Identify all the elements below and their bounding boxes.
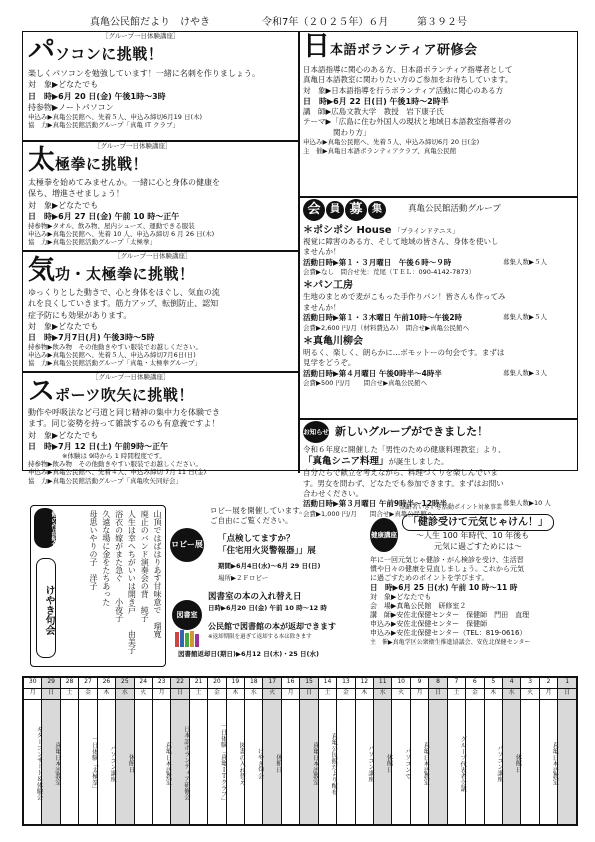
calendar-day-number: 11: [374, 678, 392, 689]
health-tel: 申込み▶安佐北保健センター（TEL：819-0616）: [370, 629, 527, 638]
calendar-event: 真亀日本語教室: [300, 700, 318, 825]
volunteer-section: [303, 33, 573, 155]
health-desc: に過ごすためのポイントを学びます。: [370, 574, 489, 583]
calendar-day-number: 2: [539, 678, 557, 689]
calendar-weekday: 金: [337, 689, 355, 700]
calendar-weekday: 日: [42, 689, 60, 700]
calendar-event: 真亀公民館だより配布: [318, 700, 336, 825]
health-tag: 高齢者いきいき活動ポイント対象事業: [400, 504, 503, 511]
section-tag: ［グループ一日体験講座］: [94, 142, 172, 150]
datetime: 日 時▶7月7日(月) 午後3時〜5時: [28, 332, 155, 342]
group-desc: 見学をどうぞ。: [303, 358, 356, 368]
section-title: ポーツ吹矢に挑戦！: [55, 385, 194, 404]
calendar-day-number: 20: [208, 678, 226, 689]
calendar-weekdays: [24, 689, 577, 700]
section-tag: ［グループ一日体験講座］: [102, 32, 180, 40]
calendar-event: 真亀日本語教室: [152, 700, 170, 825]
haiku-verse: 母思いやりの子 洋子: [89, 510, 99, 590]
section-desc: 症予防にも効果があります。: [28, 310, 132, 320]
calendar-weekday: 水: [245, 689, 263, 700]
books-icon: [174, 628, 204, 648]
calendar-day-number: 12: [355, 678, 373, 689]
theme: テーマ▶「広島に住む外国人の現状と地域日本語教室指導者の: [303, 117, 512, 127]
divider: [299, 418, 578, 420]
group-name: ＊ポシポシ House: [303, 225, 392, 236]
library-period: 図書館返却日(期日)▶6月12 日(木)・25 日(水): [178, 650, 319, 658]
calendar-event: けやき句会: [245, 700, 263, 825]
datetime: 日 時▶6月 27 日(金) 午前 10 時〜正午: [28, 211, 180, 221]
calendar-weekday: 金: [466, 689, 484, 700]
title-initial: 気: [28, 255, 55, 287]
library-notice: 公民館で図書館の本が返却できます: [208, 622, 336, 631]
calendar-weekday: 火: [134, 689, 152, 700]
title-initial: ス: [28, 376, 55, 408]
robby-section: [170, 506, 366, 592]
taikyoku-section: [28, 142, 294, 247]
title-initial: 日: [303, 31, 330, 62]
calendar-weekday: 月: [152, 689, 170, 700]
health-desc: 慣や日々の健康を見直しましょう。これから元気: [370, 565, 524, 574]
group-name: ＊真亀川柳会: [303, 335, 363, 347]
group-date: 活動日時▶第４月曜日 午後0時半〜4時半: [303, 368, 442, 378]
calendar-day-number: 7: [447, 678, 465, 689]
datetime: 日 時▶7月 12 日(土) 午前9時〜正午: [28, 441, 169, 451]
robby-intro: ご自由にご覧ください。: [210, 516, 293, 525]
note: ※体験は 9時から 1 時間程度です。: [62, 451, 166, 460]
section-title: 本語ボランティア研修会: [330, 43, 478, 59]
organizer: 主 催▶真亀日本語ボランティアクラブ、真亀公民館: [303, 146, 457, 155]
calendar-event: ギターコンサート＆体験会: [24, 700, 42, 825]
theme: 関わり方」: [303, 127, 371, 137]
calendar-weekday: 火: [392, 689, 410, 700]
calendar-day-number: 1: [558, 678, 577, 689]
bring: 持参物▶タオル、飲み物、屋内シューズ、運動できる服装: [28, 221, 195, 230]
calendar-weekday: 火: [521, 689, 539, 700]
section-title: ソコンに挑戦！: [55, 44, 164, 63]
robby-badge: ロビー展: [170, 528, 204, 562]
section-desc: ます。同じ姿勢を持って雑談するのも有意義ですよ！: [28, 419, 220, 429]
newsletter-title: 真亀公民館だより けやき: [90, 17, 210, 28]
coop: 協 力▶真亀公民館活動グループ「真亀吹矢同好会」: [28, 476, 182, 485]
calendar-event: パソコン講座: [97, 700, 115, 825]
health-place: 会 場▶真亀公民館 研修室２: [370, 602, 467, 611]
health-apply: 申込み▶安佐北保健センター 保健師: [370, 620, 488, 629]
section-desc: 楽しくパソコンを勉強しています！一緒に名刺を作りましょう。: [28, 69, 260, 79]
group-name: ＊パン工房: [303, 280, 353, 292]
newgroup-count: 募集人数▶10 人: [503, 499, 551, 508]
kikou-section: [28, 252, 294, 368]
newgroup-desc: す。男女を問わず、どなたでも参加できます。まずはお問い: [303, 478, 504, 488]
section-desc: 太極拳を始めてみませんか。一緒に心と身体の健康を: [28, 178, 220, 188]
newgroup-desc: 自分たちで献立を考えながら、料理づくりを楽しんでいま: [303, 468, 498, 478]
calendar-day-number: 26: [97, 678, 115, 689]
calendar-weekday: 水: [116, 689, 134, 700]
section-desc: 動作や呼吸法など弓道と同じ精神の集中力を体験でき: [28, 408, 220, 418]
health-datetime: 日 時▶6月 25 日(水) 午前 10 時〜11 時: [370, 583, 518, 593]
apply: 申込み▶真亀公民館へ、先着４人、申込み締切 7月 11 日(金): [28, 468, 207, 477]
newgroup-fee: 会費▶1,000 円/月 問合せ▶真亀公民館へ: [303, 509, 434, 518]
library-section: [170, 592, 366, 672]
bring: 持参物▶飲み物 その他動きやすい服装でお越しください。: [28, 460, 202, 468]
calendar-day-number: 24: [134, 678, 152, 689]
haiku-verse: 廃止のバンド演奏会の背 純子: [140, 510, 150, 622]
calendar-weekday: 木: [97, 689, 115, 700]
section-desc: 真亀日本語教室に関わりたい方のご参加をお待ちしています。: [303, 75, 513, 85]
calendar-event: 日本語ボランティア研修会: [171, 700, 189, 825]
calendar-event: [281, 700, 299, 825]
calendar-day-number: 13: [337, 678, 355, 689]
calendar-day-number: 21: [189, 678, 207, 689]
health-target: 対 象▶どなたでも: [370, 593, 432, 602]
coop: 協 力▶真亀公民館活動グループ「太極拳」: [28, 238, 156, 247]
calendar-event: [134, 700, 152, 825]
calendar-weekday: 木: [355, 689, 373, 700]
health-subtitle: 〜人生 100 年時代、10 年後も: [416, 531, 530, 540]
calendar-event: 真亀日本語教室: [42, 700, 60, 825]
calendar-weekday: 月: [410, 689, 428, 700]
calendar-weekday: 金: [79, 689, 97, 700]
section-desc: 保ち、増進させましょう！: [28, 189, 124, 199]
calendar-weekday: 金: [208, 689, 226, 700]
title-initial: 太: [28, 145, 55, 177]
haiku-verse: 山頂ではばはりあす甘味意で 瑠寛: [153, 510, 162, 638]
calendar-day-number: 27: [79, 678, 97, 689]
library-badge: 図書室: [172, 600, 202, 630]
apply: 申込み▶真亀公民館へ、先着５人、申込み締切6月 20 日(金): [303, 138, 480, 147]
calendar-day-number: 9: [410, 678, 428, 689]
calendar-event: [521, 700, 539, 825]
calendar-day-number: 23: [152, 678, 170, 689]
calendar-day-number: 29: [42, 678, 60, 689]
calendar-day-number: 8: [429, 678, 447, 689]
robby-period: 期間▶6月4日(水)〜6月 29 日(日): [218, 562, 321, 570]
calendar-table: [23, 677, 577, 825]
group-desc: ませんか！: [303, 247, 341, 257]
calendar-day-number: 19: [226, 678, 244, 689]
health-lecturer: 講 師▶安佐北保健センター 保健師 門田 直理: [370, 611, 530, 620]
health-badge: 健康講座: [370, 518, 398, 552]
section-title: 功・太極拳に挑戦！: [55, 264, 195, 283]
group-desc: 視覚に障害のある方、そして地域の皆さん、身体を使いし: [303, 237, 499, 246]
health-organizer: 主 催▶真亀学区公衆衛生推進協議会、安佐北保健センター: [370, 638, 531, 646]
calendar-event: パソコン講座: [484, 700, 502, 825]
notice-badge: お知らせ: [303, 421, 329, 443]
health-desc: 年に一回元気じゃ健診・がん検診を受け、生活習: [370, 556, 524, 564]
calendar-day-number: 15: [300, 678, 318, 689]
calendar-day-number: 3: [521, 678, 539, 689]
calendar-event: 一日体験「真亀ＩＴクラブ」: [208, 700, 226, 825]
health-body: [370, 556, 576, 646]
calendar-events: [24, 700, 577, 825]
calendar-weekday: 土: [60, 689, 78, 700]
group-fee: 会費▶500 円/月 問合せ▶真亀公民館へ: [303, 378, 428, 387]
calendar-day-number: 30: [24, 678, 42, 689]
target: 対 象▶どなたでも: [28, 321, 99, 331]
calendar-weekday: 土: [189, 689, 207, 700]
calendar-day-numbers: [24, 678, 577, 689]
calendar-weekday: 月: [281, 689, 299, 700]
robby-title: 「住宅用火災警報器」」展: [218, 546, 316, 556]
group-fee: 会費▶なし 問合せ先：荒尾（ＴＥＬ：090-4142-7873）: [303, 268, 476, 277]
section-title: 極拳に挑戦！: [55, 154, 149, 173]
section-desc: ゆっくりとした動きで、心と身体をほぐし、気血の流: [28, 288, 220, 298]
target: 対 象▶どなたでも: [28, 430, 99, 440]
library-datetime: 日時▶6月20 日(金) 午前 10 時〜12 時: [208, 604, 327, 612]
robby-title: 「点検してますか？: [218, 534, 295, 544]
calendar-weekday: 火: [263, 689, 281, 700]
calendar-weekday: 月: [24, 689, 42, 700]
newgroup-desc: 合わせください。: [303, 489, 363, 499]
haiku-verse: 浴衣の嫁がまた急ぐ 小夜子: [114, 510, 124, 622]
robby-intro: ロビー展を開催しています。: [210, 506, 307, 515]
calendar-event: 図書の入れ替え: [226, 700, 244, 825]
calendar-day-number: 10: [392, 678, 410, 689]
calendar-event: [337, 700, 355, 825]
library-note: ※返却期限を過ぎて返却する本は除きます: [208, 634, 312, 640]
calendar-event: 一日体験「太極拳」: [79, 700, 97, 825]
group-count: 募集人数▶５人: [503, 313, 547, 322]
calendar-event: パソコン講座: [355, 700, 373, 825]
calendar-event: パソコンで: [392, 700, 410, 825]
apply: 申込み▶真亀公民館へ、先着５人、申込み締切7月6日(日): [28, 351, 196, 360]
calendar-day-number: 22: [171, 678, 189, 689]
event-calendar: [22, 676, 578, 826]
section-desc: 日本語指導に関心のある方、日本語ボランティア指導者として: [303, 65, 513, 74]
calendar-weekday: 日: [171, 689, 189, 700]
calendar-event: 休館日: [502, 700, 520, 825]
calendar-event: [466, 700, 484, 825]
calendar-weekday: 木: [484, 689, 502, 700]
lecturer: 講 師▶広島文教大学 教授 岩下康子氏: [303, 107, 444, 117]
calendar-day-number: 5: [484, 678, 502, 689]
calendar-event: グループ代表者会議: [447, 700, 465, 825]
fukiya-section: [28, 373, 294, 485]
calendar-weekday: 木: [226, 689, 244, 700]
calendar-event: [429, 700, 447, 825]
apply: 申込み▶真亀公民館へ、先着５人、申込み締切6月19 日(木): [28, 112, 203, 121]
calendar-weekday: 水: [374, 689, 392, 700]
calendar-weekday: 月: [539, 689, 557, 700]
haiku-verse: 久遠な場に金をたちあった: [101, 510, 111, 606]
haiku-title: けやき句会: [36, 558, 56, 658]
calendar-event: 真亀日本語教室: [410, 700, 428, 825]
datetime: 日 時▶6月 22 日(日) 午後1時〜2時半: [303, 97, 449, 107]
calendar-weekday: 日: [300, 689, 318, 700]
members-title-char: 募: [345, 199, 367, 221]
health-section: [370, 504, 576, 670]
calendar-event: 真亀日本語教室: [539, 700, 557, 825]
group-fee: 会費▶2,600 円/月（材料費込み） 問合せ▶真亀公民館へ: [303, 323, 470, 332]
group-date: 活動日時▶第１・３木曜日 午前10時〜午後2時: [303, 313, 463, 323]
apply: 申込み▶真亀公民館へ、先着 10 人、申込み締切 6 月 26 日(木): [28, 230, 215, 238]
calendar-weekday: 日: [429, 689, 447, 700]
haiku-verses: [61, 510, 163, 662]
members-section: [303, 199, 573, 387]
section-tag: ［グループ一日体験講座］: [114, 252, 192, 260]
calendar-event: 休館日: [116, 700, 134, 825]
calendar-day-number: 28: [60, 678, 78, 689]
issue-date: 令和7年（２０２５年）６月: [262, 17, 389, 28]
calendar-day-number: 6: [466, 678, 484, 689]
section-desc: れを良くしていきます。筋力アップ、転倒防止、認知: [28, 299, 219, 309]
group-desc: ませんか！: [303, 302, 341, 312]
calendar-weekday: 土: [447, 689, 465, 700]
group-subname: 「プラインドテニス」: [394, 227, 459, 235]
calendar-event: [60, 700, 78, 825]
calendar-day-number: 17: [263, 678, 281, 689]
calendar-event: [558, 700, 577, 825]
calendar-event: 休館日: [374, 700, 392, 825]
pc-section: [28, 32, 294, 129]
newgroup-desc: が誕生しました。: [388, 457, 449, 467]
target: 対 象▶どなたでも: [28, 80, 99, 90]
calendar-weekday: 日: [558, 689, 577, 700]
group-count: 募集人数▶３人: [503, 368, 547, 377]
calendar-day-number: 25: [116, 678, 134, 689]
group-desc: 明るく、楽しく、朗らかに…ボモットーの句会です。まずは: [303, 347, 505, 357]
newgroup-title: 新しいグループができました！: [335, 424, 489, 438]
health-subtitle: 元気に過ごすためには〜: [434, 542, 522, 551]
calendar-day-number: 14: [318, 678, 336, 689]
coop: 協 力▶真亀公民館活動グループ「真亀・太極拳グループ」: [28, 359, 201, 368]
haiku-verse: 人生は幸へちがいいは開き戸 由美子: [127, 510, 137, 654]
calendar-day-number: 18: [245, 678, 263, 689]
newgroup-date: 活動日時▶第３月曜日 午前9時半〜12時半: [303, 499, 448, 509]
calendar-event: 休館日: [263, 700, 281, 825]
calendar-day-number: 16: [281, 678, 299, 689]
bring: 持参物▶ノートパソコン: [28, 102, 114, 112]
calendar-weekday: 水: [502, 689, 520, 700]
library-title: 図書室の本の入れ替え日: [208, 592, 302, 602]
section-tag: ［グループ一日体験講座］: [92, 373, 170, 381]
target: 対 象▶日本語指導を行うボランティア活動に関心のある方: [303, 85, 504, 95]
calendar-day-number: 4: [502, 678, 520, 689]
divider: [299, 196, 578, 198]
group-desc: 生地のまとめで麦がこもった手作りパン！皆さんも作ってみ: [303, 292, 506, 302]
robby-place: 場所▶２Ｆロビー: [218, 574, 269, 582]
coop: 協 力▶真亀公民館活動グループ「真亀 IT クラブ」: [28, 121, 179, 129]
haiku-box: [30, 505, 166, 667]
calendar-event: [189, 700, 207, 825]
members-title-char: 会: [303, 199, 325, 221]
column-divider: [298, 31, 300, 473]
members-subtitle: 真亀公民館活動グループ: [408, 204, 501, 215]
group-date: 活動日時▶第１・３月曜日 午後６時〜９時: [303, 257, 452, 267]
newgroup-name: 「真亀シニア料理」: [303, 456, 389, 468]
bring: 持参物▶飲み物 その他動きやすい服装でお越しください。: [28, 342, 202, 351]
issue-number: 第３９２号: [417, 17, 467, 28]
title-initial: パ: [28, 35, 55, 67]
target: 対 象▶どなたでも: [28, 200, 99, 210]
haiku-badge: 館の作品紹介: [34, 508, 56, 548]
calendar-weekday: 土: [318, 689, 336, 700]
members-title-char: 集: [368, 201, 386, 219]
newgroup-desc: 令和６年度に開催した「男性のための健康料理教室」より、: [303, 445, 506, 454]
group-count: 募集人数▶５人: [503, 257, 547, 266]
health-title: 「健診受けて元気じゃけん！」: [402, 514, 554, 531]
members-title-char: 員: [326, 201, 344, 219]
datetime: 日 時▶6月 20 日(金) 午後1時〜3時: [28, 91, 166, 101]
